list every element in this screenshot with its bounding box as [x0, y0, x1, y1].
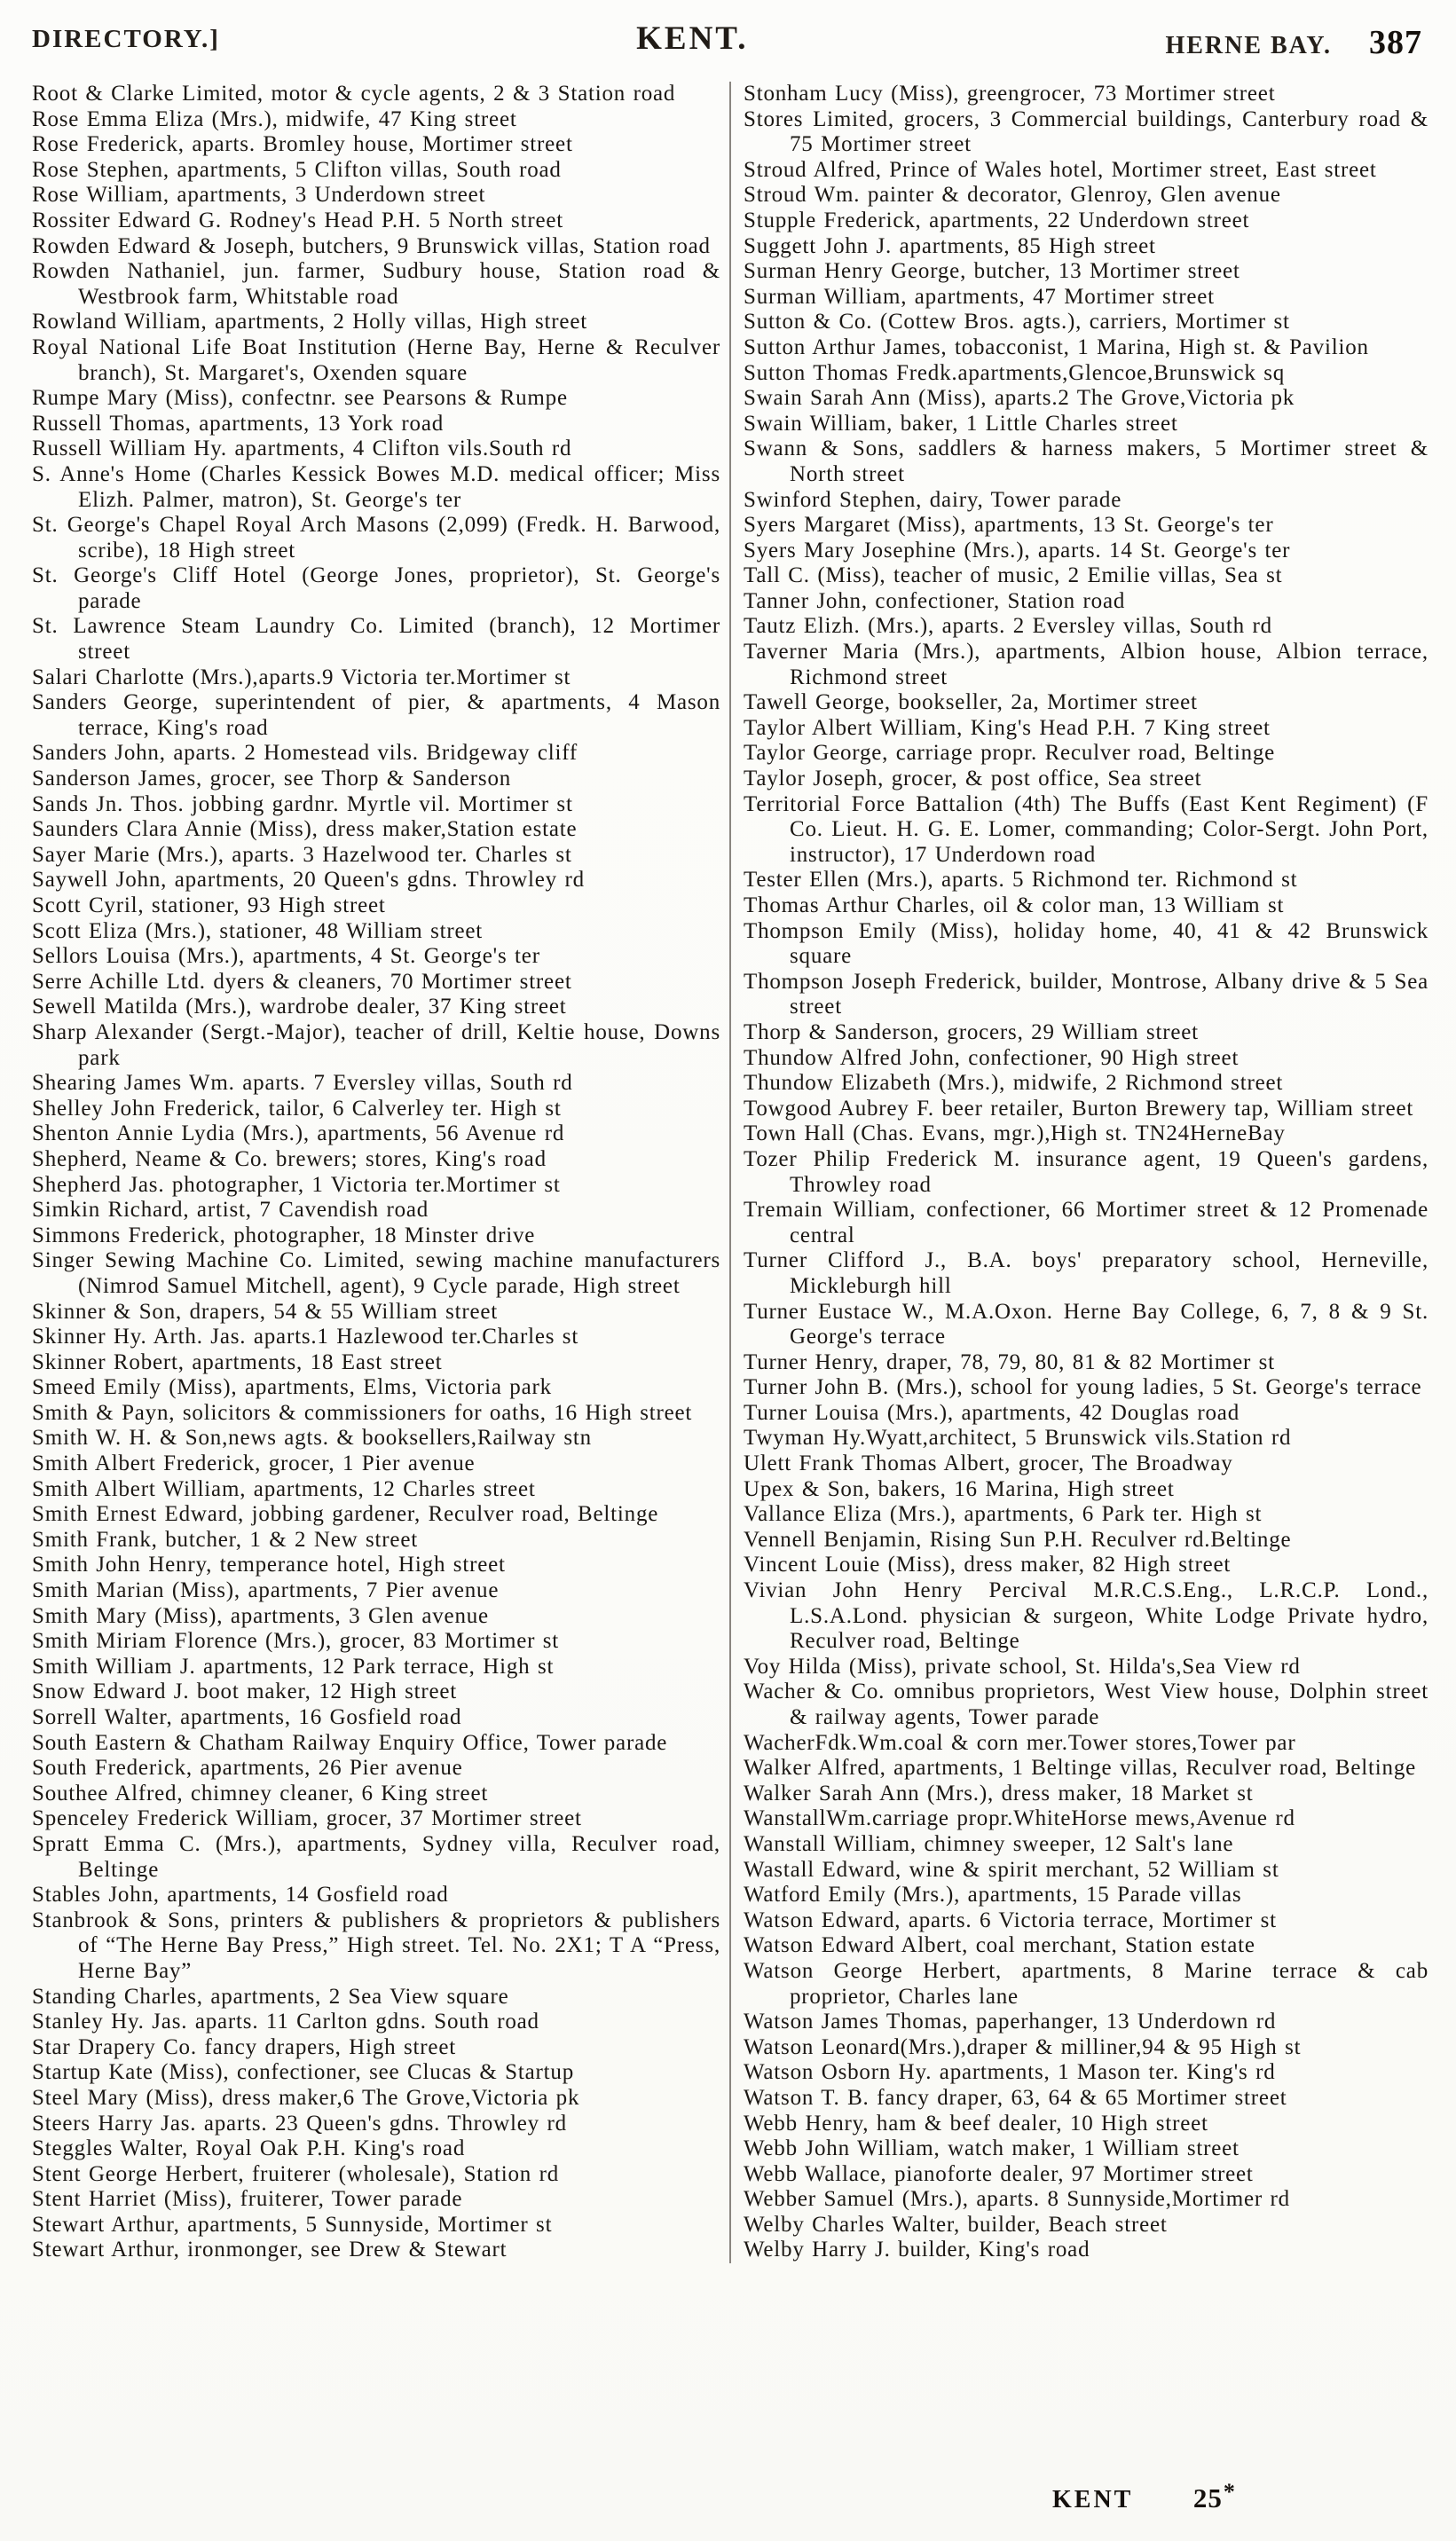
directory-entry: Taylor Joseph, grocer, & post office, Sea street	[744, 767, 1202, 791]
directory-entry: Spratt Emma C. (Mrs.), apartments, Sydney villa, Reculver road, Beltinge	[32, 1831, 720, 1882]
directory-entry: Stores Limited, grocers, 3 Commercial buildings, Canterbury road & 75 Mortimer street	[744, 106, 1428, 157]
directory-entry: Webber Samuel (Mrs.), aparts. 8 Sunnyside,Mortimer rd	[744, 2187, 1290, 2212]
directory-entry: Sutton & Co. (Cottew Bros. agts.), carriers, Mortimer st	[744, 310, 1290, 334]
directory-entry: Scott Cyril, stationer, 93 High street	[32, 893, 386, 917]
footer-county-label: KENT	[1052, 2486, 1133, 2513]
directory-entry: Thomas Arthur Charles, oil & color man, 13 William st	[744, 893, 1285, 917]
directory-entry: Startup Kate (Miss), confectioner, see Clucas & Startup	[32, 2060, 574, 2085]
directory-entry: Shearing James Wm. aparts. 7 Eversley villas, South rd	[32, 1071, 573, 1096]
directory-entry: Vivian John Henry Percival M.R.C.S.Eng., L.R.C.P. Lond., L.S.A.Lond. physician & surgeon, White Lodge Private hydro, Reculver road, Beltinge	[744, 1578, 1428, 1654]
directory-entry: Smeed Emily (Miss), apartments, Elms, Victoria park	[32, 1375, 552, 1400]
directory-entry: Webb Wallace, pianoforte dealer, 97 Mortimer street	[744, 2161, 1254, 2186]
directory-entry: Stroud Alfred, Prince of Wales hotel, Mortimer street, East street	[744, 157, 1377, 182]
directory-entry: Rowden Nathaniel, jun. farmer, Sudbury house, Station road & Westbrook farm, Whitstable road	[32, 259, 720, 309]
directory-entry: Singer Sewing Machine Co. Limited, sewing machine manufacturers (Nimrod Samuel Mitchell, agent), 9 Cycle parade, High street	[32, 1248, 720, 1298]
directory-entry: St. George's Cliff Hotel (George Jones, proprietor), St. George's parade	[32, 563, 720, 613]
directory-entry: Surman Henry George, butcher, 13 Mortimer street	[744, 259, 1240, 284]
directory-entry: Wanstall William, chimney sweeper, 12 Salt's lane	[744, 1831, 1234, 1856]
running-head	[32, 20, 1422, 62]
directory-entry: Stonham Lucy (Miss), greengrocer, 73 Mortimer street	[744, 82, 1276, 106]
directory-entry: Wastall Edward, wine & spirit merchant, 52 William st	[744, 1857, 1279, 1882]
directory-entry: Royal National Life Boat Institution (Herne Bay, Herne & Reculver branch), St. Margaret's, Oxenden square	[32, 334, 720, 385]
directory-entry: Salari Charlotte (Mrs.),aparts.9 Victoria ter.Mortimer st	[32, 665, 571, 689]
directory-entry: Rose Stephen, apartments, 5 Clifton villas, South road	[32, 157, 562, 182]
directory-entry: Snow Edward J. boot maker, 12 High street	[32, 1680, 458, 1704]
directory-entry: Rowland William, apartments, 2 Holly villas, High street	[32, 310, 587, 334]
directory-entry: Skinner & Son, drapers, 54 & 55 William street	[32, 1299, 499, 1324]
directory-entry: Saywell John, apartments, 20 Queen's gdns. Throwley rd	[32, 868, 585, 893]
directory-entry: Walker Alfred, apartments, 1 Beltinge villas, Reculver road, Beltinge	[744, 1756, 1417, 1781]
directory-entry: Stewart Arthur, ironmonger, see Drew & Stewart	[32, 2238, 508, 2262]
directory-entry: Vallance Eliza (Mrs.), apartments, 6 Park ter. High st	[744, 1502, 1263, 1527]
directory-entry: Simkin Richard, artist, 7 Cavendish road	[32, 1198, 429, 1223]
directory-entry: Russell Thomas, apartments, 13 York road	[32, 411, 445, 436]
directory-entry: Steel Mary (Miss), dress maker,6 The Grove,Victoria pk	[32, 2085, 580, 2110]
directory-entry: Taverner Maria (Mrs.), apartments, Albion house, Albion terrace, Richmond street	[744, 640, 1428, 689]
directory-entry: Watford Emily (Mrs.), apartments, 15 Parade villas	[744, 1883, 1242, 1908]
left-column	[32, 82, 720, 2263]
running-head-directory: DIRECTORY.]	[32, 25, 220, 53]
directory-entry: South Frederick, apartments, 26 Pier avenue	[32, 1756, 463, 1781]
directory-entry: Tall C. (Miss), teacher of music, 2 Emilie villas, Sea st	[744, 563, 1283, 588]
directory-entry: WacherFdk.Wm.coal & corn mer.Tower stores,Tower par	[744, 1730, 1296, 1755]
directory-entry: Rose Emma Eliza (Mrs.), midwife, 47 King street	[32, 106, 517, 131]
directory-entry: Swain Sarah Ann (Miss), aparts.2 The Grove,Victoria pk	[744, 386, 1295, 411]
directory-entry: Thompson Emily (Miss), holiday home, 40, 41 & 42 Brunswick square	[744, 918, 1428, 969]
directory-entry: Rossiter Edward G. Rodney's Head P.H. 5 North street	[32, 208, 563, 232]
directory-entry: Rose Frederick, aparts. Bromley house, Mortimer street	[32, 132, 573, 157]
directory-entry: Serre Achille Ltd. dyers & cleaners, 70 Mortimer street	[32, 969, 572, 994]
directory-entry: Tautz Elizh. (Mrs.), aparts. 2 Eversley villas, South rd	[744, 614, 1272, 639]
directory-entry: Turner Louisa (Mrs.), apartments, 42 Douglas road	[744, 1400, 1240, 1425]
directory-entry: Swinford Stephen, dairy, Tower parade	[744, 487, 1122, 512]
directory-entry: Thundow Alfred John, confectioner, 90 High street	[744, 1045, 1240, 1070]
directory-entry: Stewart Arthur, apartments, 5 Sunnyside, Mortimer st	[32, 2212, 553, 2237]
directory-entry: Sands Jn. Thos. jobbing gardnr. Myrtle vil. Mortimer st	[32, 791, 573, 816]
directory-entry: Walker Sarah Ann (Mrs.), dress maker, 18 Market st	[744, 1781, 1254, 1805]
directory-entry: Webb Henry, ham & beef dealer, 10 High street	[744, 2111, 1208, 2136]
directory-entry: Watson Edward, aparts. 6 Victoria terrace, Mortimer st	[744, 1908, 1277, 1932]
directory-entry: Star Drapery Co. fancy drapers, High street	[32, 2034, 456, 2059]
directory-entry: Rumpe Mary (Miss), confectnr. see Pearsons & Rumpe	[32, 386, 568, 411]
directory-entry: Root & Clarke Limited, motor & cycle agents, 2 & 3 Station road	[32, 82, 676, 106]
directory-entry: Watson George Herbert, apartments, 8 Marine terrace & cab proprietor, Charles lane	[744, 1958, 1428, 2009]
directory-entry: Taylor Albert William, King's Head P.H. 7 King street	[744, 715, 1271, 740]
directory-entry: Sanders John, aparts. 2 Homestead vils. Bridgeway cliff	[32, 741, 578, 766]
directory-entry: Sellors Louisa (Mrs.), apartments, 4 St. George's ter	[32, 944, 540, 969]
directory-entry: Steggles Walter, Royal Oak P.H. King's road	[32, 2136, 466, 2161]
directory-entry: Shelley John Frederick, tailor, 6 Calverley ter. High st	[32, 1096, 562, 1121]
directory-entry: Watson Edward Albert, coal merchant, Station estate	[744, 1933, 1255, 1958]
directory-entry: Swain William, baker, 1 Little Charles street	[744, 411, 1178, 436]
directory-entry: Webb John William, watch maker, 1 William street	[744, 2136, 1240, 2161]
directory-entry: Wacher & Co. omnibus proprietors, West View house, Dolphin street & railway agents, Tower parade	[744, 1680, 1428, 1729]
directory-entry: Smith Mary (Miss), apartments, 3 Glen avenue	[32, 1603, 489, 1628]
directory-entry: Sorrell Walter, apartments, 16 Gosfield road	[32, 1705, 462, 1729]
directory-entry: Turner Henry, draper, 78, 79, 80, 81 & 82 Mortimer st	[744, 1349, 1275, 1374]
running-head-right	[1165, 23, 1422, 62]
directory-entry: Shepherd, Neame & Co. brewers; stores, King's road	[32, 1146, 547, 1171]
directory-entry: Vennell Benjamin, Rising Sun P.H. Reculver rd.Beltinge	[744, 1527, 1292, 1552]
directory-entry: Sanders George, superintendent of pier, & apartments, 4 Mason terrace, King's road	[32, 690, 720, 740]
directory-entry: Sewell Matilda (Mrs.), wardrobe dealer, 37 King street	[32, 995, 567, 1019]
asterisk-mark: *	[1223, 2479, 1236, 2505]
directory-entry: Upex & Son, bakers, 16 Marina, High street	[744, 1476, 1175, 1501]
directory-entry: Smith Miriam Florence (Mrs.), grocer, 83 Mortimer st	[32, 1629, 560, 1654]
directory-entry: Syers Mary Josephine (Mrs.), aparts. 14 St. George's ter	[744, 538, 1291, 562]
directory-entry: Welby Charles Walter, builder, Beach street	[744, 2212, 1168, 2237]
directory-entry: Saunders Clara Annie (Miss), dress maker,Station estate	[32, 817, 578, 842]
directory-entry: Smith Albert William, apartments, 12 Charles street	[32, 1476, 536, 1501]
directory-entry: Turner Clifford J., B.A. boys' preparatory school, Herneville, Mickleburgh hill	[744, 1248, 1428, 1298]
directory-entry: Thorp & Sanderson, grocers, 29 William street	[744, 1019, 1199, 1044]
directory-entry: Swann & Sons, saddlers & harness makers, 5 Mortimer street & North street	[744, 437, 1428, 486]
directory-entry: Thundow Elizabeth (Mrs.), midwife, 2 Richmond street	[744, 1071, 1284, 1096]
directory-entry: Watson Osborn Hy. apartments, 1 Mason ter. King's rd	[744, 2060, 1276, 2085]
directory-entry: Smith Albert Frederick, grocer, 1 Pier avenue	[32, 1451, 476, 1476]
directory-entry: Stent George Herbert, fruiterer (wholesale), Station rd	[32, 2161, 560, 2186]
directory-entry: Taylor George, carriage propr. Reculver road, Beltinge	[744, 741, 1276, 766]
directory-entry: Syers Margaret (Miss), apartments, 13 St. George's ter	[744, 513, 1274, 538]
directory-entry: Stanley Hy. Jas. aparts. 11 Carlton gdns. South road	[32, 2010, 539, 2034]
directory-entry: Southee Alfred, chimney cleaner, 6 King street	[32, 1781, 489, 1805]
directory-entry: Rowden Edward & Joseph, butchers, 9 Brunswick villas, Station road	[32, 233, 711, 258]
directory-entry: Skinner Robert, apartments, 18 East street	[32, 1349, 443, 1374]
directory-entry: Russell William Hy. apartments, 4 Clifton vils.South rd	[32, 437, 572, 461]
directory-entry: Ulett Frank Thomas Albert, grocer, The Broadway	[744, 1451, 1233, 1476]
directory-entry: Skinner Hy. Arth. Jas. aparts.1 Hazlewood ter.Charles st	[32, 1325, 579, 1349]
directory-entry: Scott Eliza (Mrs.), stationer, 48 William street	[32, 918, 484, 943]
directory-entry: Smith Ernest Edward, jobbing gardener, Reculver road, Beltinge	[32, 1502, 659, 1527]
directory-entry: Standing Charles, apartments, 2 Sea View square	[32, 1984, 509, 2009]
directory-entry: Welby Harry J. builder, King's road	[744, 2238, 1090, 2262]
directory-entry: Sanderson James, grocer, see Thorp & Sanderson	[32, 767, 512, 791]
directory-entry: Territorial Force Battalion (4th) The Buffs (East Kent Regiment) (F Co. Lieut. H. G. E. Lomer, commanding; Color-Sergt. John Port, instructor), 17 Underdown road	[744, 791, 1428, 867]
directory-entry: Tremain William, confectioner, 66 Mortimer street & 12 Promenade central	[744, 1198, 1428, 1247]
directory-entry: Smith John Henry, temperance hotel, High street	[32, 1553, 506, 1577]
directory-entry: Sayer Marie (Mrs.), aparts. 3 Hazelwood ter. Charles st	[32, 842, 572, 867]
directory-entry: Tawell George, bookseller, 2a, Mortimer street	[744, 690, 1198, 715]
directory-entry: Smith & Payn, solicitors & commissioners for oaths, 16 High street	[32, 1400, 693, 1425]
directory-entry: Smith Marian (Miss), apartments, 7 Pier avenue	[32, 1578, 500, 1603]
directory-entry: Shepherd Jas. photographer, 1 Victoria ter.Mortimer st	[32, 1172, 561, 1197]
directory-entry: Turner John B. (Mrs.), school for young ladies, 5 St. George's terrace	[744, 1375, 1422, 1400]
directory-entry: Sharp Alexander (Sergt.-Major), teacher of drill, Keltie house, Downs park	[32, 1019, 720, 1070]
right-column	[729, 82, 1428, 2263]
directory-entry: Rose William, apartments, 3 Underdown street	[32, 183, 486, 208]
directory-entry: Smith W. H. & Son,news agts. & booksellers,Railway stn	[32, 1426, 592, 1451]
directory-entry: Shenton Annie Lydia (Mrs.), apartments, 56 Avenue rd	[32, 1121, 565, 1146]
directory-entry: Watson T. B. fancy draper, 63, 64 & 65 Mortimer street	[744, 2085, 1287, 2110]
directory-entry: Smith Frank, butcher, 1 & 2 New street	[32, 1527, 418, 1552]
directory-columns	[32, 82, 1428, 2263]
page-number: 387	[1369, 24, 1422, 61]
running-head-county-title: KENT.	[636, 20, 749, 57]
directory-entry: Sutton Thomas Fredk.apartments,Glencoe,Brunswick sq	[744, 360, 1286, 385]
footer-signature-mark: 25*	[1192, 2479, 1236, 2513]
page-footer	[1052, 2479, 1236, 2514]
directory-entry: Sutton Arthur James, tobacconist, 1 Marina, High st. & Pavilion	[744, 334, 1369, 359]
directory-entry: Simmons Frederick, photographer, 18 Minster drive	[32, 1223, 536, 1247]
directory-entry: Vincent Louie (Miss), dress maker, 82 High street	[744, 1553, 1232, 1577]
directory-entry: S. Anne's Home (Charles Kessick Bowes M.D. medical officer; Miss Elizh. Palmer, matron), St. George's ter	[32, 461, 720, 512]
running-head-place: HERNE BAY.	[1165, 32, 1332, 59]
directory-entry: Smith William J. apartments, 12 Park terrace, High st	[32, 1654, 555, 1679]
directory-entry: Watson Leonard(Mrs.),draper & milliner,94 & 95 High st	[744, 2034, 1302, 2059]
directory-entry: Stupple Frederick, apartments, 22 Underdown street	[744, 208, 1250, 232]
directory-entry: Tester Ellen (Mrs.), aparts. 5 Richmond ter. Richmond st	[744, 868, 1298, 893]
directory-entry: Stroud Wm. painter & decorator, Glenroy, Glen avenue	[744, 183, 1281, 208]
directory-entry: St. Lawrence Steam Laundry Co. Limited (branch), 12 Mortimer street	[32, 614, 720, 665]
directory-entry: Surman William, apartments, 47 Mortimer street	[744, 284, 1215, 309]
directory-entry: Watson James Thomas, paperhanger, 13 Underdown rd	[744, 2010, 1277, 2034]
directory-entry: St. George's Chapel Royal Arch Masons (2,099) (Fredk. H. Barwood, scribe), 18 High street	[32, 513, 720, 562]
directory-entry: Spenceley Frederick William, grocer, 37 Mortimer street	[32, 1806, 582, 1831]
directory-entry: Twyman Hy.Wyatt,architect, 5 Brunswick vils.Station rd	[744, 1426, 1292, 1451]
directory-entry: Suggett John J. apartments, 85 High street	[744, 233, 1156, 258]
directory-entry: Stent Harriet (Miss), fruiterer, Tower parade	[32, 2187, 463, 2212]
directory-entry: Stables John, apartments, 14 Gosfield road	[32, 1883, 449, 1908]
directory-entry: Steers Harry Jas. aparts. 23 Queen's gdns. Throwley rd	[32, 2111, 567, 2136]
directory-entry: Tozer Philip Frederick M. insurance agent, 19 Queen's gardens, Throwley road	[744, 1146, 1428, 1197]
directory-entry: Stanbrook & Sons, printers & publishers & proprietors & publishers of “The Herne Bay Press,” High street. Tel. No. 2X1; T A “Press, Herne Bay”	[32, 1908, 720, 1983]
directory-entry: Tanner John, confectioner, Station road	[744, 588, 1126, 613]
directory-entry: South Eastern & Chatham Railway Enquiry Office, Tower parade	[32, 1730, 668, 1755]
directory-entry: Towgood Aubrey F. beer retailer, Burton Brewery tap, William street	[744, 1096, 1414, 1121]
directory-entry: Turner Eustace W., M.A.Oxon. Herne Bay College, 6, 7, 8 & 9 St. George's terrace	[744, 1299, 1428, 1349]
directory-entry: WanstallWm.carriage propr.WhiteHorse mews,Avenue rd	[744, 1806, 1295, 1831]
directory-entry: Thompson Joseph Frederick, builder, Montrose, Albany drive & 5 Sea street	[744, 969, 1428, 1019]
directory-entry: Voy Hilda (Miss), private school, St. Hilda's,Sea View rd	[744, 1654, 1301, 1679]
directory-entry: Town Hall (Chas. Evans, mgr.),High st. TN24HerneBay	[744, 1121, 1286, 1146]
